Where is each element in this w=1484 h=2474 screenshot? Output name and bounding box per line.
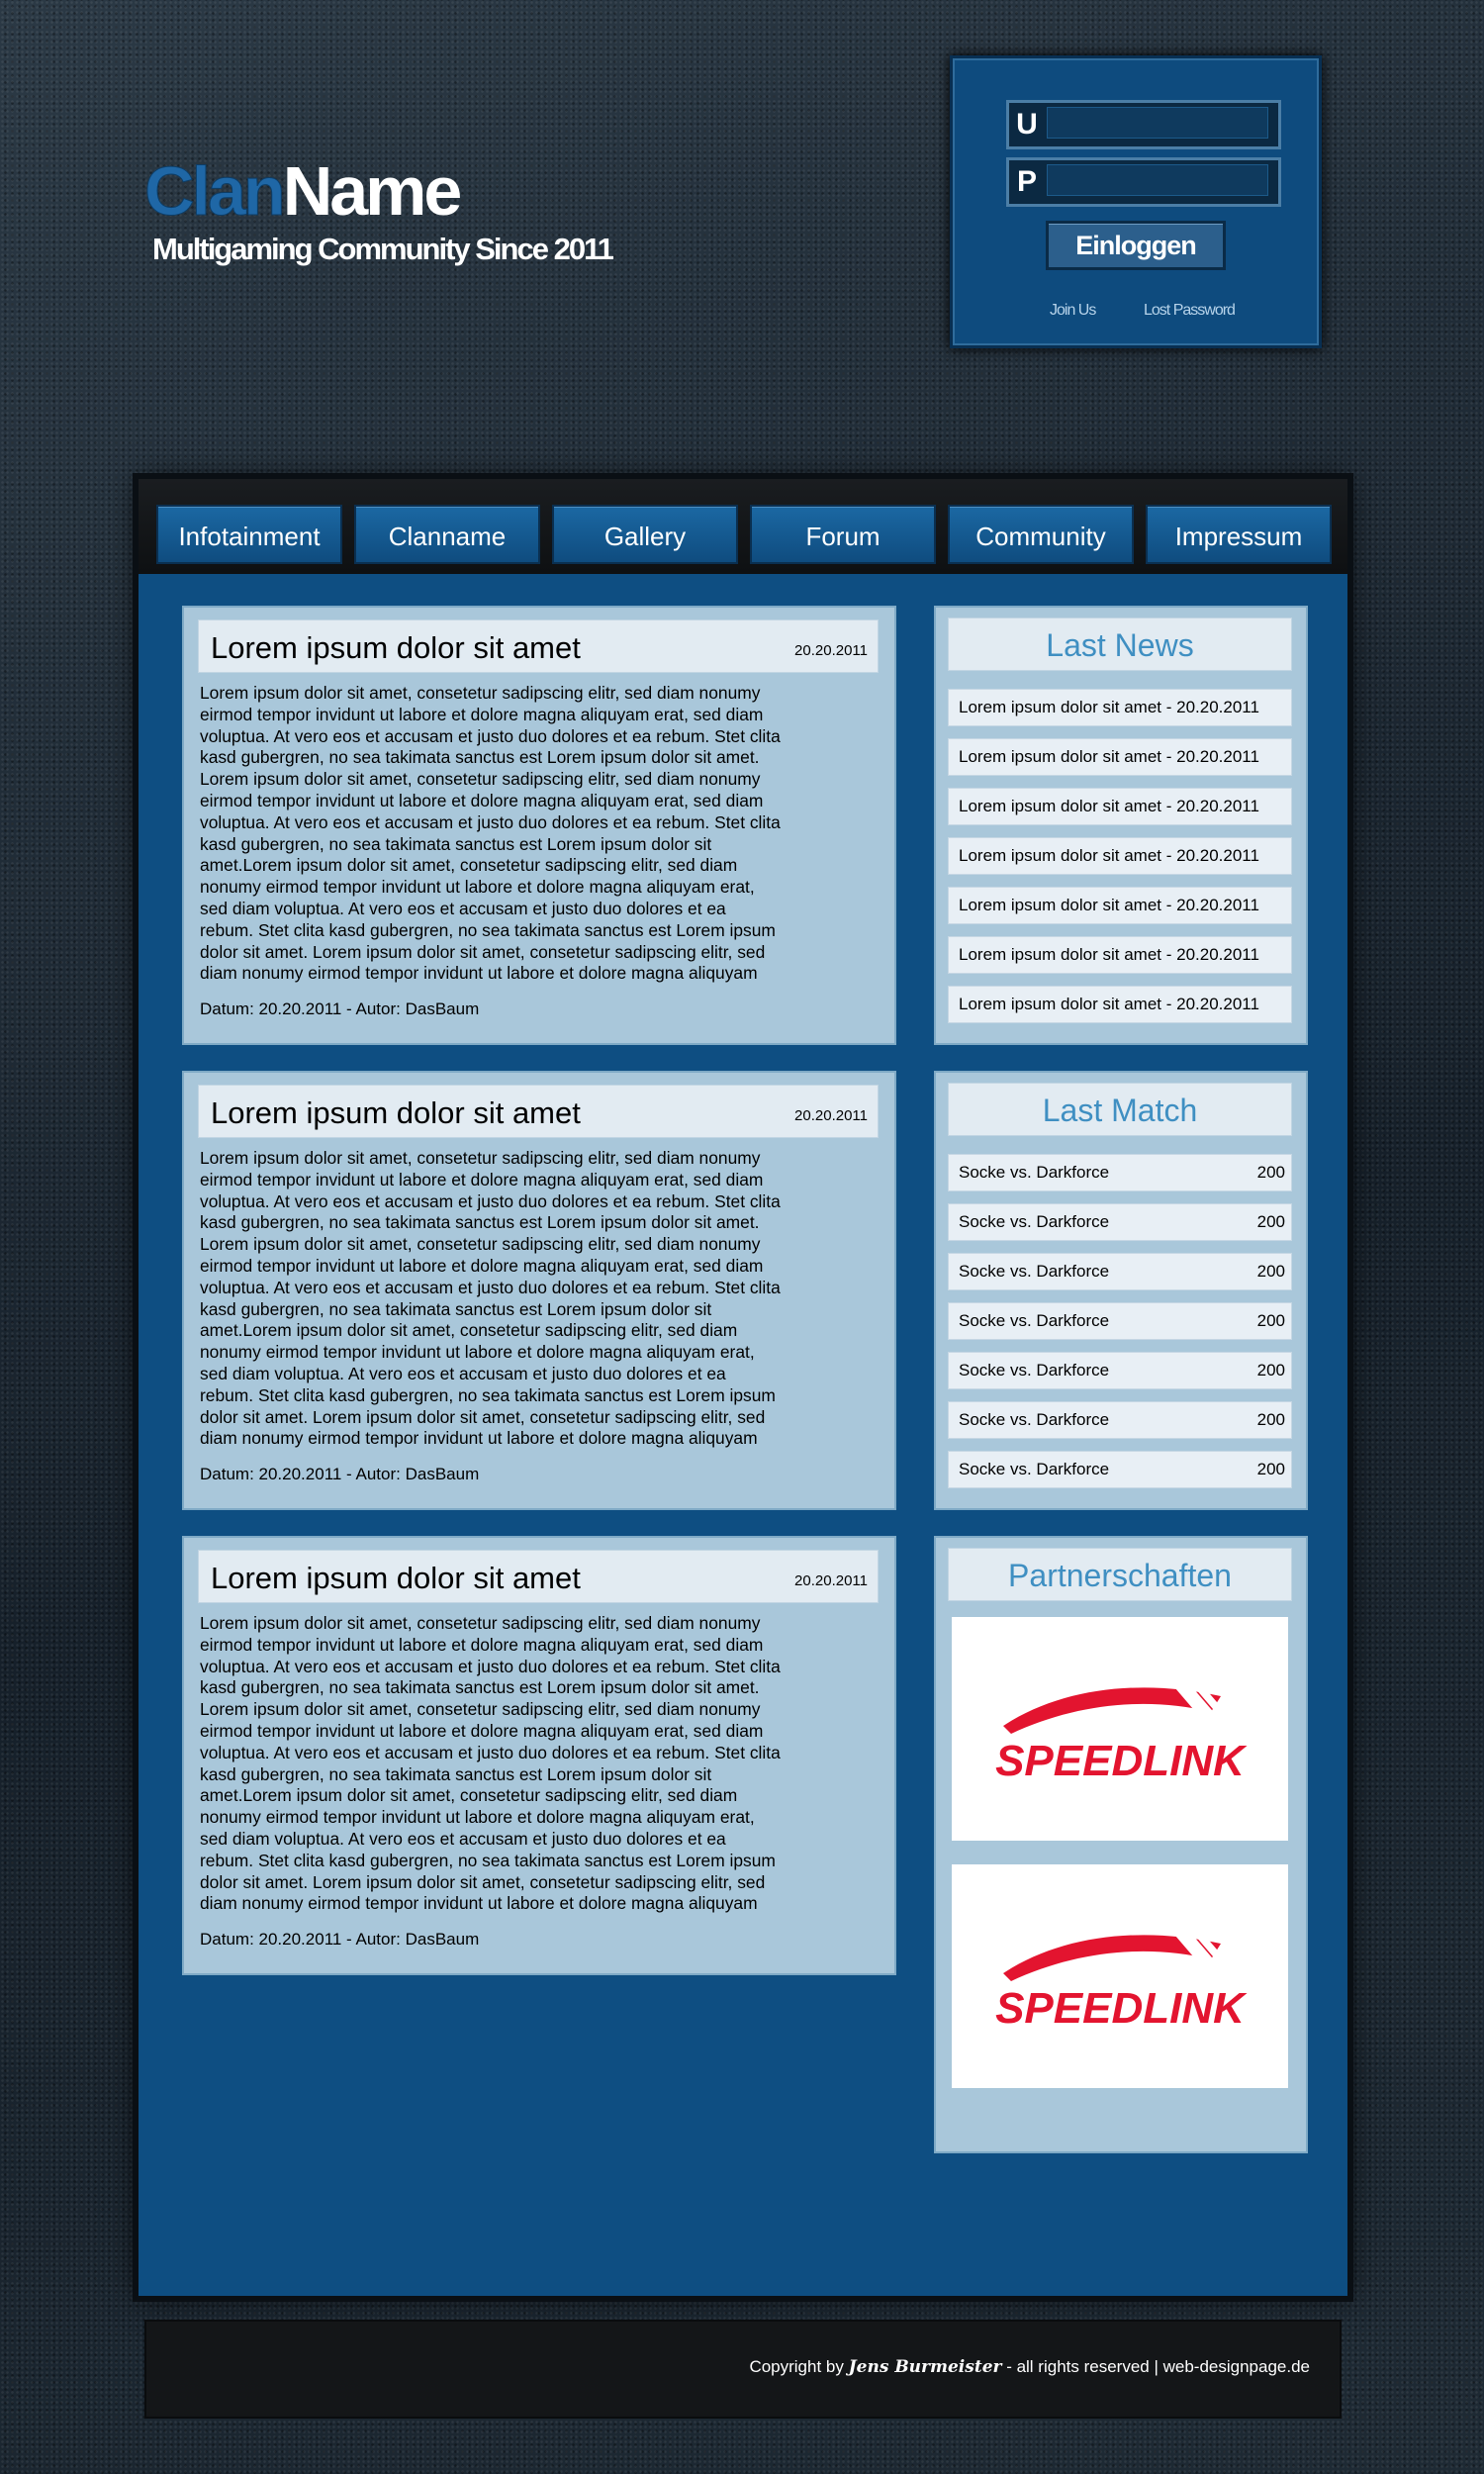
post-body-line: sed diam voluptua. At vero eos et accusam et justo duo dolores et ea xyxy=(200,898,726,918)
footer-prefix: Copyright by xyxy=(749,2357,849,2376)
match-teams: Socke vs. Darkforce xyxy=(959,1311,1110,1330)
post-body-line: eirmod tempor invidunt ut labore et dolore magna aliquyam erat, sed diam xyxy=(200,1255,764,1276)
username-input[interactable] xyxy=(1047,107,1268,139)
match-score: 200 xyxy=(1256,1410,1285,1429)
match-teams: Socke vs. Darkforce xyxy=(959,1361,1110,1380)
speedlink-logo-icon xyxy=(952,1617,1288,1841)
post-body-line: voluptua. At vero eos et accusam et justo duo dolores et ea rebum. Stet clita xyxy=(200,1656,781,1676)
post-body-line: Lorem ipsum dolor sit amet, consetetur sadipscing elitr, sed diam nonumy xyxy=(200,1148,761,1168)
nav-impressum[interactable]: Impressum xyxy=(1146,505,1332,564)
post-body-line: voluptua. At vero eos et accusam et justo duo dolores et ea rebum. Stet clita xyxy=(200,1277,781,1297)
post-body-line: eirmod tempor invidunt ut labore et dolore magna aliquyam erat, sed diam xyxy=(200,1720,764,1741)
post-title[interactable]: Lorem ipsum dolor sit amet xyxy=(211,1095,581,1130)
partner-logo-speedlink[interactable] xyxy=(952,1864,1288,2088)
post-body-line: nonumy eirmod tempor invidunt ut labore et dolore magna aliquyam erat, xyxy=(200,877,755,898)
post-body-line: rebum. Stet clita kasd gubergren, no sea takimata sanctus est Lorem ipsum xyxy=(200,919,776,940)
news-item-text: Lorem ipsum dolor sit amet - 20.20.2011 xyxy=(959,995,1259,1013)
post-header xyxy=(198,1550,879,1603)
post-body-line: kasd gubergren, no sea takimata sanctus est Lorem ipsum dolor sit xyxy=(200,1298,712,1319)
news-item[interactable] xyxy=(948,936,1292,974)
post-body-line: rebum. Stet clita kasd gubergren, no sea takimata sanctus est Lorem ipsum xyxy=(200,1384,776,1405)
post-body-line: kasd gubergren, no sea takimata sanctus est Lorem ipsum dolor sit amet. xyxy=(200,1677,760,1698)
logo-clan: Clan xyxy=(144,152,283,230)
login-panel xyxy=(950,55,1322,348)
password-row xyxy=(1006,157,1281,207)
post-date: 20.20.2011 xyxy=(794,642,868,659)
nav-community[interactable]: Community xyxy=(948,505,1134,564)
lost-password-link[interactable]: Lost Password xyxy=(1144,302,1235,319)
footer-copyright xyxy=(749,2357,1310,2377)
news-item[interactable] xyxy=(948,689,1292,726)
post-body-line: kasd gubergren, no sea takimata sanctus est Lorem ipsum dolor sit amet. xyxy=(200,1212,760,1233)
post-date: 20.20.2011 xyxy=(794,1107,868,1124)
post-body-line: sed diam voluptua. At vero eos et accusam et justo duo dolores et ea xyxy=(200,1828,726,1849)
username-label: U xyxy=(1016,108,1038,141)
post-body-line: amet.Lorem ipsum dolor sit amet, consetetur sadipscing elitr, sed diam xyxy=(200,1320,738,1341)
news-post-3 xyxy=(182,1536,896,1975)
match-score: 200 xyxy=(1256,1262,1285,1281)
news-item-text: Lorem ipsum dolor sit amet - 20.20.2011 xyxy=(959,797,1259,815)
post-title[interactable]: Lorem ipsum dolor sit amet xyxy=(211,630,581,665)
post-header xyxy=(198,619,879,673)
match-item[interactable] xyxy=(948,1401,1292,1439)
post-date: 20.20.2011 xyxy=(794,1572,868,1589)
match-score: 200 xyxy=(1256,1163,1285,1182)
nav-infotainment[interactable]: Infotainment xyxy=(156,505,342,564)
post-meta: Datum: 20.20.2011 - Autor: DasBaum xyxy=(200,999,480,1018)
news-item[interactable] xyxy=(948,738,1292,776)
match-score: 200 xyxy=(1256,1361,1285,1380)
partners-panel xyxy=(934,1536,1308,2153)
post-body-line: nonumy eirmod tempor invidunt ut labore et dolore magna aliquyam erat, xyxy=(200,1342,755,1363)
nav-gallery[interactable]: Gallery xyxy=(552,505,738,564)
last-match-panel xyxy=(934,1071,1308,1510)
post-body-line: Lorem ipsum dolor sit amet, consetetur sadipscing elitr, sed diam nonumy xyxy=(200,769,761,790)
news-item-text: Lorem ipsum dolor sit amet - 20.20.2011 xyxy=(959,945,1259,964)
partner-logo-speedlink[interactable] xyxy=(952,1617,1288,1841)
post-body-line: dolor sit amet. Lorem ipsum dolor sit amet, consetetur sadipscing elitr, sed xyxy=(200,941,766,962)
post-body-line: voluptua. At vero eos et accusam et justo duo dolores et ea rebum. Stet clita xyxy=(200,1742,781,1762)
partner-logo-text: SPEEDLINK xyxy=(995,1737,1245,1785)
post-body-line: diam nonumy eirmod tempor invidunt ut labore et dolore magna aliquyam xyxy=(200,1893,758,1914)
post-body-line: eirmod tempor invidunt ut labore et dolore magna aliquyam erat, sed diam xyxy=(200,790,764,810)
news-item[interactable] xyxy=(948,788,1292,825)
post-header xyxy=(198,1085,879,1138)
match-item[interactable] xyxy=(948,1203,1292,1241)
password-input[interactable] xyxy=(1047,164,1268,196)
nav-clanname[interactable]: Clanname xyxy=(354,505,540,564)
partners-title: Partnerschaften xyxy=(948,1548,1292,1601)
news-item-text: Lorem ipsum dolor sit amet - 20.20.2011 xyxy=(959,846,1259,865)
password-label: P xyxy=(1016,165,1037,198)
post-title[interactable]: Lorem ipsum dolor sit amet xyxy=(211,1561,581,1595)
news-item[interactable] xyxy=(948,887,1292,924)
post-body-line: Lorem ipsum dolor sit amet, consetetur sadipscing elitr, sed diam nonumy xyxy=(200,1234,761,1255)
post-body-line: kasd gubergren, no sea takimata sanctus est Lorem ipsum dolor sit xyxy=(200,1763,712,1784)
last-news-panel xyxy=(934,606,1308,1045)
footer-signature: Jens Burmeister xyxy=(848,2357,1002,2377)
post-body-line: kasd gubergren, no sea takimata sanctus est Lorem ipsum dolor sit xyxy=(200,833,712,854)
tagline: Multigaming Community Since 2011 xyxy=(152,232,612,266)
post-body-line: Lorem ipsum dolor sit amet, consetetur sadipscing elitr, sed diam nonumy xyxy=(200,683,761,703)
post-body-line: kasd gubergren, no sea takimata sanctus est Lorem ipsum dolor sit amet. xyxy=(200,747,760,768)
post-body-line: eirmod tempor invidunt ut labore et dolore magna aliquyam erat, sed diam xyxy=(200,1634,764,1655)
post-body-line: voluptua. At vero eos et accusam et justo duo dolores et ea rebum. Stet clita xyxy=(200,725,781,746)
match-score: 200 xyxy=(1256,1212,1285,1231)
news-item-text: Lorem ipsum dolor sit amet - 20.20.2011 xyxy=(959,747,1259,766)
post-body-line: Lorem ipsum dolor sit amet, consetetur sadipscing elitr, sed diam nonumy xyxy=(200,1699,761,1720)
match-teams: Socke vs. Darkforce xyxy=(959,1262,1110,1281)
logo-name: Name xyxy=(282,152,460,230)
post-meta: Datum: 20.20.2011 - Autor: DasBaum xyxy=(200,1465,480,1483)
post-body-line: rebum. Stet clita kasd gubergren, no sea takimata sanctus est Lorem ipsum xyxy=(200,1850,776,1870)
join-us-link[interactable]: Join Us xyxy=(1050,302,1096,319)
nav-forum[interactable]: Forum xyxy=(750,505,936,564)
main-frame xyxy=(139,479,1347,2296)
match-teams: Socke vs. Darkforce xyxy=(959,1212,1110,1231)
post-body-line: diam nonumy eirmod tempor invidunt ut labore et dolore magna aliquyam xyxy=(200,963,758,984)
news-item-text: Lorem ipsum dolor sit amet - 20.20.2011 xyxy=(959,698,1259,716)
news-post-2 xyxy=(182,1071,896,1510)
last-match-title: Last Match xyxy=(948,1083,1292,1136)
match-teams: Socke vs. Darkforce xyxy=(959,1410,1110,1429)
match-teams: Socke vs. Darkforce xyxy=(959,1460,1110,1478)
match-item[interactable] xyxy=(948,1154,1292,1191)
post-body xyxy=(200,683,882,985)
news-post-1 xyxy=(182,606,896,1045)
post-body-line: voluptua. At vero eos et accusam et justo duo dolores et ea rebum. Stet clita xyxy=(200,1190,781,1211)
post-body-line: Lorem ipsum dolor sit amet, consetetur sadipscing elitr, sed diam nonumy xyxy=(200,1613,761,1633)
post-body-line: diam nonumy eirmod tempor invidunt ut labore et dolore magna aliquyam xyxy=(200,1428,758,1449)
post-meta: Datum: 20.20.2011 - Autor: DasBaum xyxy=(200,1930,480,1949)
footer-suffix[interactable]: - all rights reserved | web-designpage.de xyxy=(1001,2357,1310,2376)
post-body-line: nonumy eirmod tempor invidunt ut labore et dolore magna aliquyam erat, xyxy=(200,1807,755,1828)
main-nav xyxy=(139,479,1347,574)
login-button[interactable]: Einloggen xyxy=(1046,221,1226,270)
post-body-line: amet.Lorem ipsum dolor sit amet, consetetur sadipscing elitr, sed diam xyxy=(200,1785,738,1806)
last-news-title: Last News xyxy=(948,618,1292,671)
partner-logo-text: SPEEDLINK xyxy=(995,1984,1245,2033)
site-logo[interactable] xyxy=(144,152,612,267)
post-body-line: eirmod tempor invidunt ut labore et dolore magna aliquyam erat, sed diam xyxy=(200,1169,764,1189)
news-item-text: Lorem ipsum dolor sit amet - 20.20.2011 xyxy=(959,896,1259,914)
match-item[interactable] xyxy=(948,1352,1292,1389)
match-item[interactable] xyxy=(948,1253,1292,1290)
news-item[interactable] xyxy=(948,986,1292,1023)
match-score: 200 xyxy=(1256,1311,1285,1330)
footer xyxy=(146,2322,1340,2417)
match-item[interactable] xyxy=(948,1451,1292,1488)
username-row xyxy=(1006,100,1281,149)
speedlink-logo-icon xyxy=(952,1864,1288,2088)
match-score: 200 xyxy=(1256,1460,1285,1478)
post-body-line: sed diam voluptua. At vero eos et accusam et justo duo dolores et ea xyxy=(200,1363,726,1383)
post-body xyxy=(200,1148,882,1450)
match-teams: Socke vs. Darkforce xyxy=(959,1163,1110,1182)
post-body-line: voluptua. At vero eos et accusam et justo duo dolores et ea rebum. Stet clita xyxy=(200,811,781,832)
post-body-line: eirmod tempor invidunt ut labore et dolore magna aliquyam erat, sed diam xyxy=(200,704,764,724)
post-body-line: amet.Lorem ipsum dolor sit amet, consetetur sadipscing elitr, sed diam xyxy=(200,855,738,876)
post-body-line: dolor sit amet. Lorem ipsum dolor sit amet, consetetur sadipscing elitr, sed xyxy=(200,1406,766,1427)
match-item[interactable] xyxy=(948,1302,1292,1340)
logo-wordmark xyxy=(144,152,612,230)
post-body-line: dolor sit amet. Lorem ipsum dolor sit amet, consetetur sadipscing elitr, sed xyxy=(200,1871,766,1892)
post-body xyxy=(200,1613,882,1915)
news-item[interactable] xyxy=(948,837,1292,875)
